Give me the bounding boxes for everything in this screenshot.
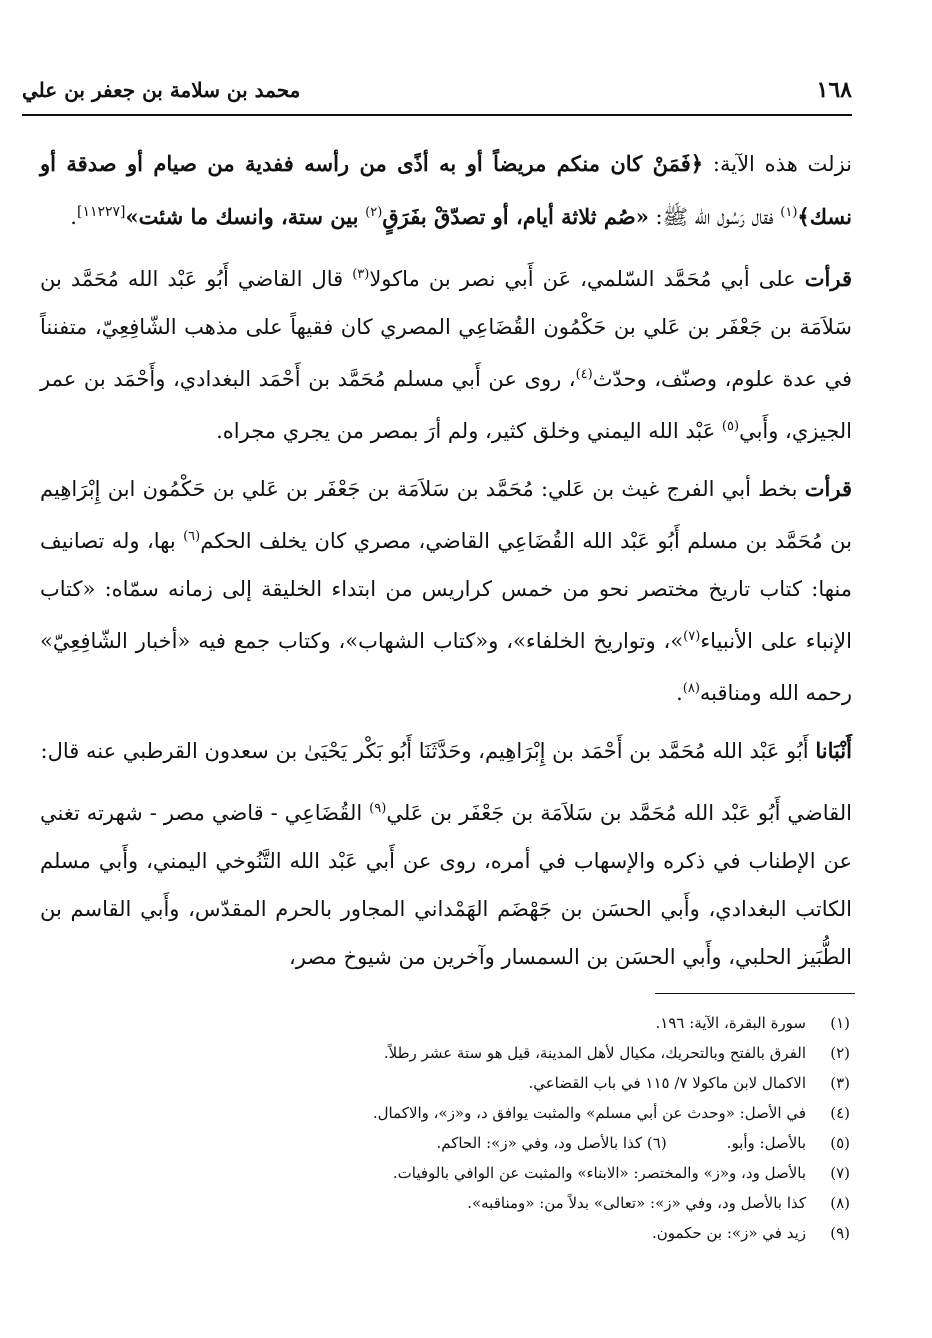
footnote-text: زيد في «ز»: بن حكمون. bbox=[651, 1224, 806, 1242]
text-span: . bbox=[70, 205, 77, 229]
hadith-text: بين ستة، وانسك ما شئت» bbox=[125, 204, 359, 229]
footnote-text: سورة البقرة، الآية: ١٩٦. bbox=[655, 1014, 806, 1032]
footnote-item bbox=[60, 1218, 850, 1248]
text-span: فقال رَسُول الله ﷺ: bbox=[655, 205, 774, 229]
quran-verse: ﴿فَمَنْ كان منكم مريضاً أو به أذًى من رأسه ففدية من صيام أو صدقة أو نسك﴾ bbox=[40, 151, 852, 229]
page-header bbox=[22, 70, 852, 110]
footnote-text: الفرق بالفتح وبالتحريك، مكيال لأهل المدينة، قيل هو ستة عشر رطلاً. bbox=[383, 1044, 806, 1062]
text-span: القاضي أَبُو عَبْد الله مُحَمَّد بن سَلاَمَة بن جَعْفَر بن عَلي bbox=[386, 801, 852, 825]
footnote-number: (١) bbox=[830, 1014, 850, 1032]
text-span: ، روى عن أَبي مسلم مُحَمَّد بن أَحْمَد البغدادي، وأَحْمَد بن عمر الجيزي، وأَبي bbox=[40, 367, 852, 443]
text-span: . bbox=[676, 681, 683, 705]
running-title: محمد بن سلامة بن جعفر بن علي bbox=[22, 78, 301, 102]
keyword: قرأت bbox=[804, 266, 852, 291]
footnote-marker: (٦) bbox=[183, 529, 201, 544]
footnote-text: بالأصل ود، و«ز» والمختصر: «الابناء» والمثبت عن الوافي بالوفيات. bbox=[392, 1164, 806, 1182]
footnote-number: (٣) bbox=[830, 1074, 850, 1092]
footnote-marker: (٣) bbox=[352, 267, 370, 282]
footnote-item bbox=[60, 1188, 850, 1218]
footnote-marker: (٤) bbox=[575, 367, 593, 382]
text-span: بخط أبي الفرج غيث بن عَلي: مُحَمَّد بن سَلاَمَة بن جَعْفَر بن عَلي بن حَكْمُون ابن إِبْرَاهِيم بن مُحَمَّد بن مسلم أَبُو عَبْد الله القُضَاعِي القاضي، مصري كان يخلف الحكم bbox=[40, 477, 852, 553]
paragraph-2 bbox=[40, 251, 852, 455]
footnote-separator bbox=[655, 993, 855, 994]
footnote-number: (٤) bbox=[830, 1104, 850, 1122]
paragraph-3 bbox=[40, 465, 852, 717]
text-span: قال القاضي أَبُو عَبْد الله مُحَمَّد بن سَلاَمَة بن جَعْفَر بن عَلي بن حَكْمُون القُضَاعِي المصري كان فقيهاً على مذهب الشّافِعِيّ، متفنناً في عدة علوم، وصنّف، وحدّث bbox=[40, 267, 852, 391]
footnote-text: في الأصل: «وحدث عن أبي مسلم» والمثبت يوافق د، و«ز»، والاكمال. bbox=[372, 1104, 806, 1122]
footnote-text: كذا بالأصل ود، وفي «ز»: «تعالى» بدلاً من: «ومناقبه». bbox=[467, 1194, 806, 1212]
text-span: على أبي مُحَمَّد السّلمي، عَن أَبي نصر بن ماكولا bbox=[369, 267, 796, 291]
footnote-number: (٢) bbox=[830, 1044, 850, 1062]
footnote-item bbox=[60, 1128, 850, 1158]
hadith-text: «صُم ثلاثة أيام، أو تصدّقْ بفَرَقٍ bbox=[382, 204, 649, 229]
footnote-item bbox=[60, 1008, 850, 1038]
keyword: قرأت bbox=[804, 476, 852, 501]
main-text bbox=[40, 140, 852, 991]
footnote-item bbox=[60, 1098, 850, 1128]
paragraph-4 bbox=[40, 727, 852, 775]
text-span: عَبْد الله اليمني وخلق كثير، ولم أرَ بمصر من يجري مجراه. bbox=[216, 419, 716, 443]
footnote-number: (٨) bbox=[830, 1194, 850, 1212]
footnote-text: الاكمال لابن ماكولا ٧/ ١١٥ في باب القضاعي. bbox=[528, 1074, 806, 1092]
header-rule bbox=[22, 114, 852, 116]
hadith-reference: [١١٢٢٧] bbox=[76, 204, 126, 220]
footnote-marker: (٢) bbox=[365, 205, 383, 220]
footnote-text: بالأصل: وأبو. bbox=[726, 1134, 806, 1152]
footnote-number: (٦) bbox=[646, 1134, 667, 1152]
footnotes bbox=[60, 1008, 850, 1248]
footnote-pair bbox=[436, 1128, 806, 1158]
keyword: أَنْبَانا bbox=[815, 738, 852, 763]
text-span: نزلت هذه الآية: bbox=[712, 152, 852, 176]
text-span: »، وتواريخ الخلفاء»، و«كتاب الشهاب»، وكتاب جمع فيه «أخبار الشّافِعِيّ» رحمه الله ومناقبه bbox=[40, 629, 852, 705]
footnote-item bbox=[60, 1068, 850, 1098]
footnote-item bbox=[60, 1158, 850, 1188]
footnote-marker: (٩) bbox=[369, 801, 387, 816]
footnote-item bbox=[60, 1038, 850, 1068]
footnote-text: كذا بالأصل ود، وفي «ز»: الحاكم. bbox=[436, 1134, 643, 1152]
footnote-marker: (٨) bbox=[682, 681, 700, 696]
footnote-number: (٧) bbox=[830, 1164, 850, 1182]
footnote-marker: (٥) bbox=[721, 419, 740, 434]
page-number: ١٦٨ bbox=[816, 77, 852, 103]
text-span: بها، وله تصانيف منها: كتاب تاريخ مختصر نحو من خمس كراريس من ابتداء الخليقة إلى زمانه سمّاه: «كتاب الإنباء على الأنبياء bbox=[40, 529, 852, 653]
paragraph-1 bbox=[40, 140, 852, 241]
footnote-number: (٩) bbox=[830, 1224, 850, 1242]
footnote-number: (٥) bbox=[830, 1134, 850, 1152]
text-span: أَبُو عَبْد الله مُحَمَّد بن أَحْمَد بن إِبْرَاهِيم، وحَدَّثَنَا أَبُو بَكْر يَحْيَىٰ بن سعدون القرطبي عنه قال: bbox=[40, 739, 809, 763]
footnote-marker: (٧) bbox=[683, 629, 701, 644]
footnote-marker: (١) bbox=[780, 205, 798, 220]
text-span: القُضَاعِي - قاضي مصر - شهرته تغني عن الإطناب في ذكره والإسهاب في أمره، روى عن أَبي عَبْد الله التَّنُوخي اليمني، وأَبي مسلم الكاتب البغدادي، وأَبي الحسَن بن جَهْضَم الهَمْداني المجاور بالحرم المقدّس، وأَبي القاسم بن الطُّبَيز الحلبي، وأَبي الحسَن بن السمسار وآخرين من شيوخ مصر، bbox=[40, 801, 852, 969]
paragraph-5 bbox=[40, 785, 852, 981]
